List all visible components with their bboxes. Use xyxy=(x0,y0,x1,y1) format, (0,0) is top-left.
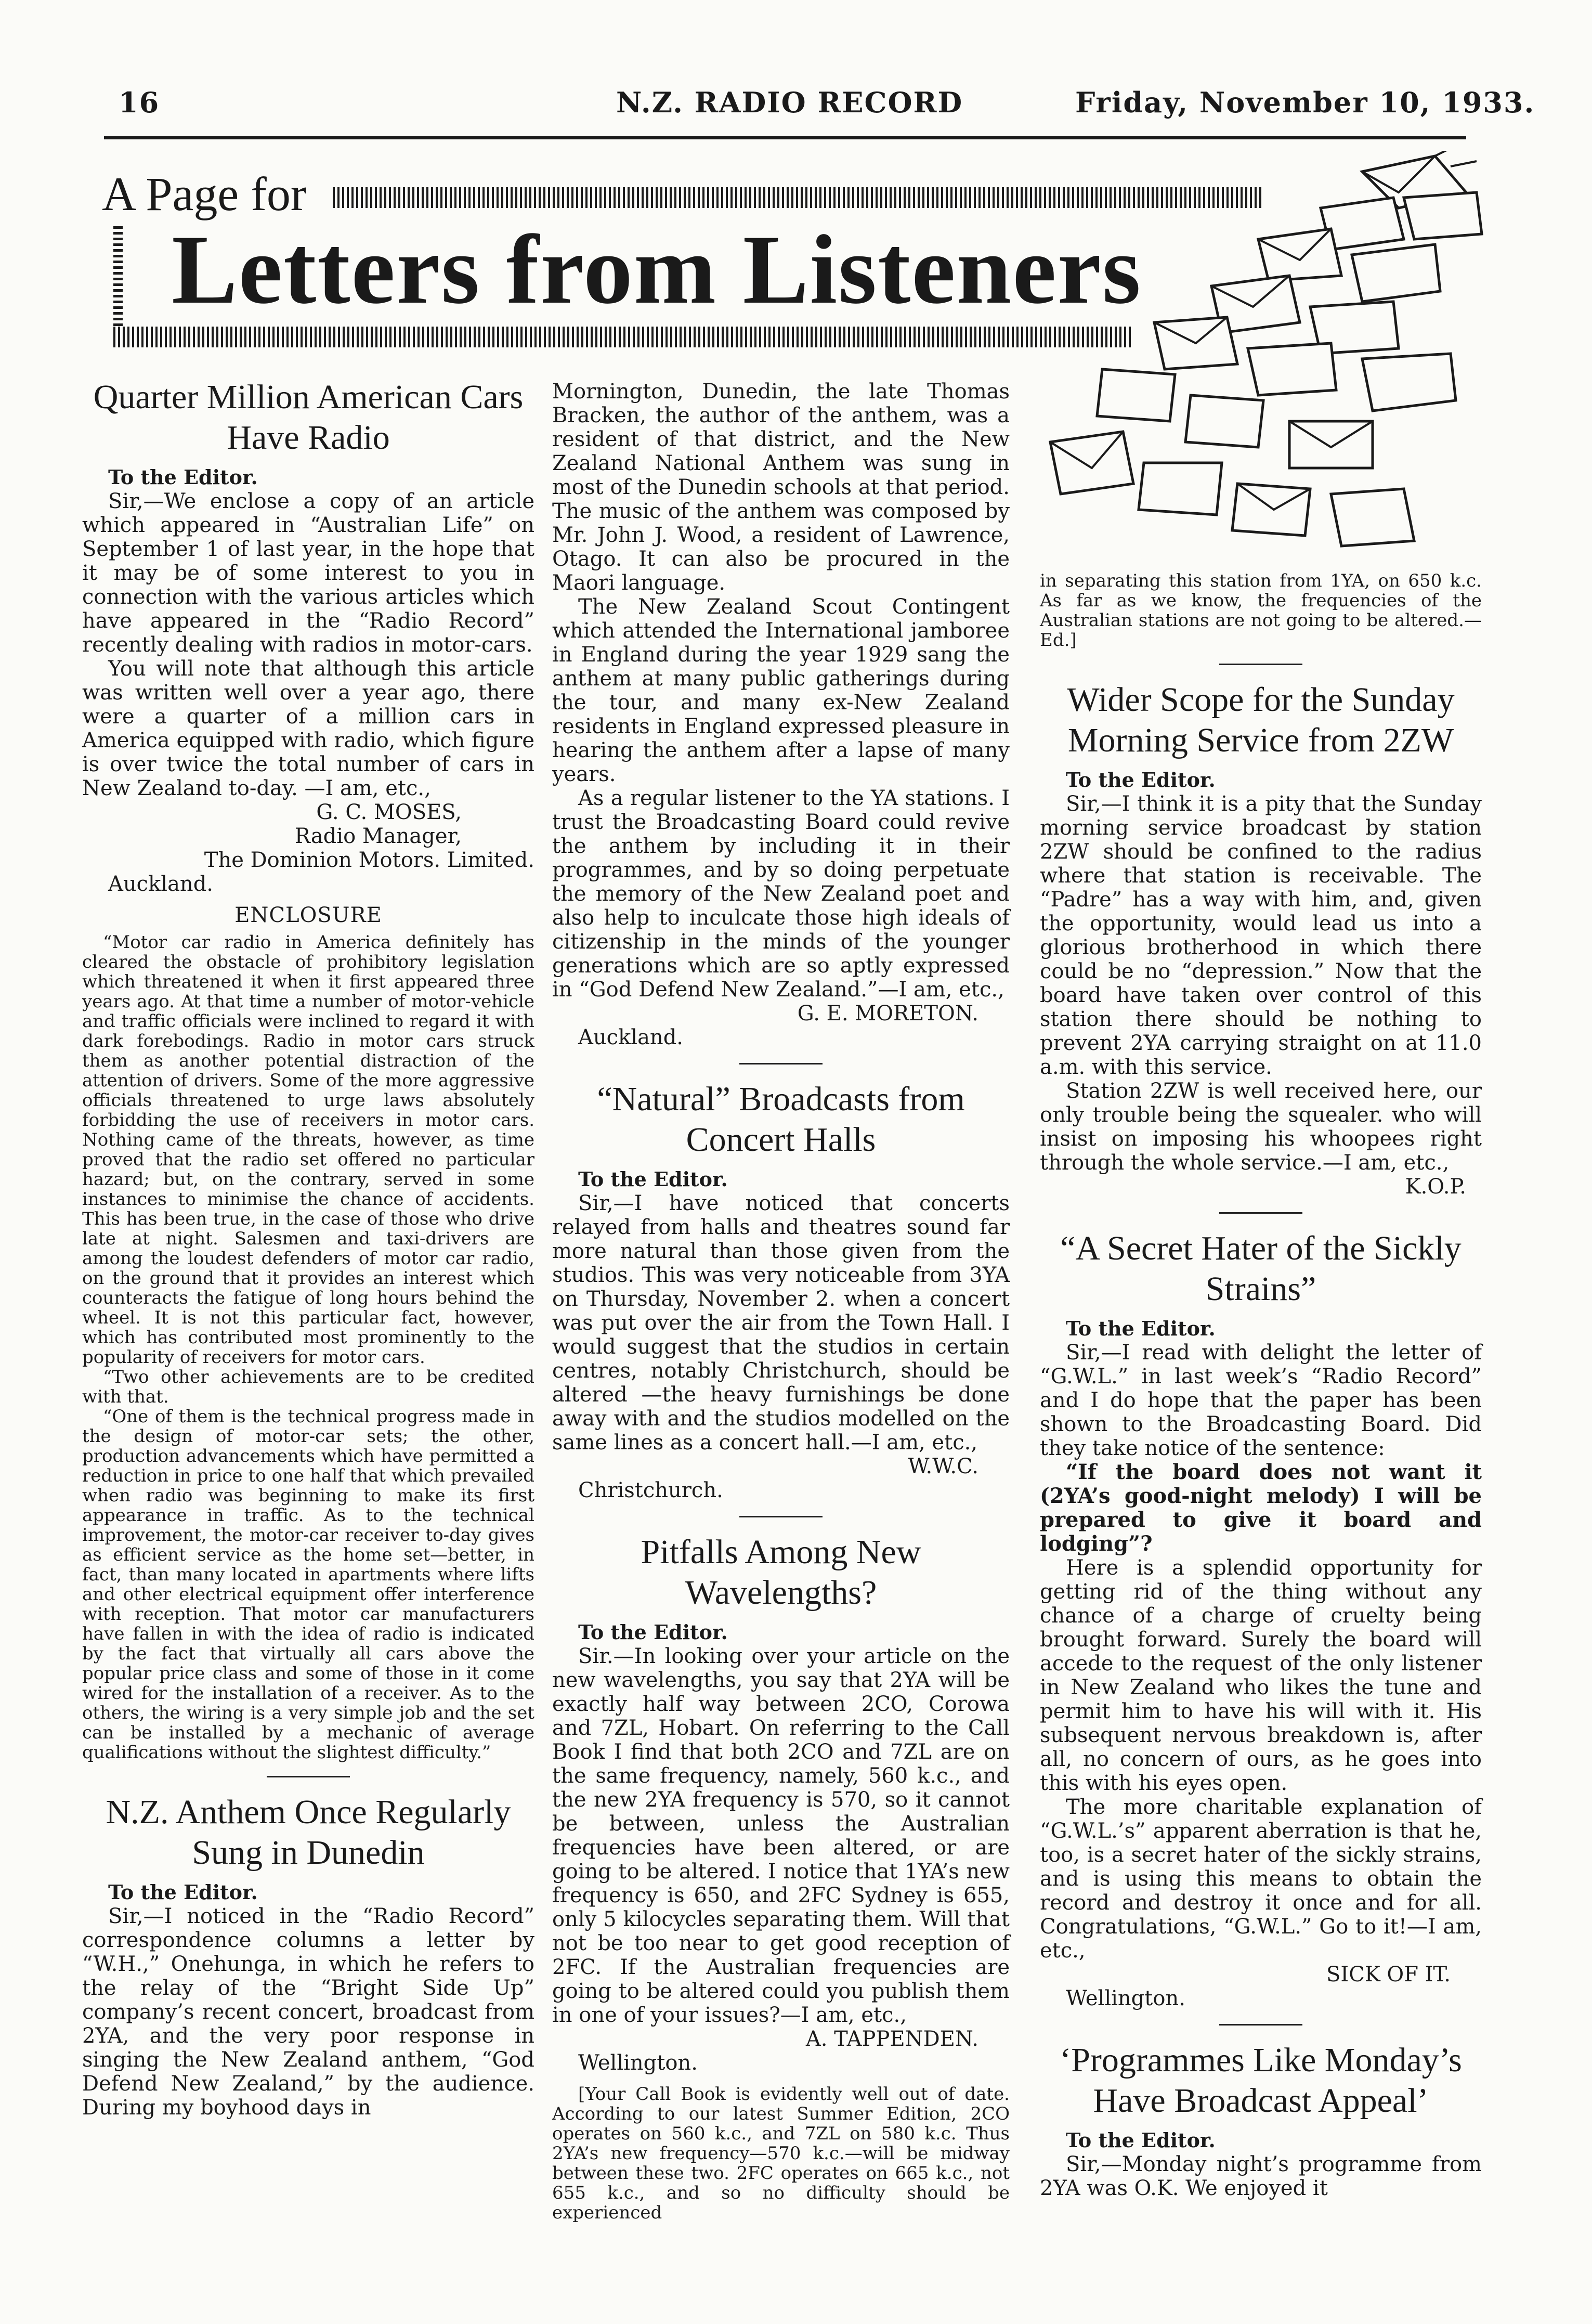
page-number: 16 xyxy=(119,86,160,119)
divider xyxy=(739,1516,823,1517)
issue-date: Friday, November 10, 1933. xyxy=(1075,86,1535,119)
divider xyxy=(1219,1212,1302,1214)
letter-paragraph: The more charitable explanation of “G.W.L.’s” apparent aberration is that he, too, is a secret hater of the sickly strains, and is using this means to obtain the record and destroy it once and for all. Congratulations, “G.W.L.” Go to it!—I am, etc., xyxy=(1040,1795,1482,1963)
letter-paragraph: Station 2ZW is well received here, our only trouble being the squealer. who will insist on imposing his whoopees right through the whole service.—I am, etc., xyxy=(1040,1079,1482,1175)
letter-paragraph: Sir,—I read with delight the letter of “G.W.L.” in last week’s “Radio Record” and I do hope that the paper has been shown to the Broadcasting Board. Did they take notice of the sentence: xyxy=(1040,1341,1482,1460)
column-1 xyxy=(82,377,534,2120)
letter-headline: “A Secret Hater of the Sickly Strains” xyxy=(1060,1229,1461,1308)
signature: G. C. MOSES, xyxy=(316,800,462,824)
divider xyxy=(1219,664,1302,665)
letter-headline: Wider Scope for the Sunday Morning Service from 2ZW xyxy=(1067,681,1455,759)
divider xyxy=(739,1063,823,1064)
letter-paragraph: Sir,—I have noticed that concerts relayed from halls and theatres sound far more natural than those given from the studios. This was very noticeable from 3YA on Thursday, November 2. when a concert was put over the air from the Town Hall. I would suggest that the studios in certain centres, notably Christchurch, should be altered —the heavy furnishings be done away with and the studios modelled on the same lines as a concert hall.—I am, etc., xyxy=(552,1191,1010,1455)
column-3 xyxy=(1040,571,1482,2200)
divider xyxy=(1219,2024,1302,2026)
letter-place: Christchurch. xyxy=(578,1478,723,1502)
letter-headline: Pitfalls Among New Wavelengths? xyxy=(641,1533,921,1612)
letter-place: Auckland. xyxy=(578,1025,684,1049)
salutation: To the Editor. xyxy=(108,465,258,489)
header-rule xyxy=(104,136,1466,139)
salutation: To the Editor. xyxy=(578,1620,728,1644)
salutation: To the Editor. xyxy=(1066,1317,1216,1340)
salutation: To the Editor. xyxy=(108,1880,258,1904)
signature: A. TAPPENDEN. xyxy=(805,2027,978,2051)
letter-paragraph: You will note that although this article was written well over a year ago, there were a quarter of a million cars in America equipped with radio, which figure is over twice the total number of cars in New Zealand to-day. —I am, etc., xyxy=(82,657,534,800)
flying-letters-icon xyxy=(1040,151,1487,567)
editor-note-continued: in separating this station from 1YA, on 650 k.c. As far as we know, the frequencies of the Australian stations are not going to be altered.—Ed.] xyxy=(1040,570,1482,651)
letter-place: Auckland. xyxy=(108,872,214,896)
signature: SICK OF IT. xyxy=(1326,1963,1451,1987)
enclosure-paragraph: “Two other achievements are to be credited with that. xyxy=(82,1367,534,1407)
letter-paragraph: As a regular listener to the YA stations. I trust the Broadcasting Board could revive the anthem by including it in their programmes, and by so doing perpetuate the memory of the New Zealand poet and also help to inculcate those high ideals of citizenship in the minds of the younger generations which are so aptly expressed in “God Defend New Zealand.”—I am, etc., xyxy=(552,786,1010,1002)
letter-paragraph: The New Zealand Scout Contingent which attended the International jamboree in England during the year 1929 sang the anthem at many public gatherings during the tour, and many ex-New Zealand residents in England expressed pleasure in hearing the anthem after a lapse of many years. xyxy=(552,595,1010,786)
quoted-sentence: “If the board does not want it (2YA’s good-night melody) I will be prepared to give it board and lodging”? xyxy=(1040,1460,1482,1556)
letter-headline: N.Z. Anthem Once Regularly Sung in Dunedin xyxy=(106,1793,511,1872)
signature: W.W.C. xyxy=(908,1455,978,1478)
banner-hatch-left xyxy=(113,224,123,343)
letter-place: Wellington. xyxy=(578,2051,698,2075)
letter-paragraph: Here is a splendid opportunity for getting rid of the thing without any chance of a charge of cruelty being brought forward. Surely the board will accede to the request of the only listener in New Zealand who likes the tune and permit him to have his will with it. His subsequent nervous breakdown is, after all, no concern of ours, as he goes into this with his eyes open. xyxy=(1040,1556,1482,1795)
enclosure-heading: ENCLOSURE xyxy=(234,903,382,927)
signature: G. E. MORETON. xyxy=(797,1002,978,1025)
column-2 xyxy=(552,380,1010,2223)
letter-headline: “Natural” Broadcasts from Concert Halls xyxy=(597,1080,965,1159)
signature-company: The Dominion Motors. Limited. xyxy=(204,848,534,872)
divider xyxy=(267,1776,350,1777)
publication-name: N.Z. RADIO RECORD xyxy=(616,86,963,119)
banner-title: Letters from Listeners xyxy=(172,215,1142,324)
banner-hatch-bottom xyxy=(113,327,1132,347)
salutation: To the Editor. xyxy=(1066,2128,1216,2152)
letter-paragraph: Sir,—I noticed in the “Radio Record” correspondence columns a letter by “W.H.,” Onehunga, in which he refers to the relay of the “Bright Side Up” company’s recent concert, broadcast from 2YA, and the very poor response in singing the New Zealand anthem, “God Defend New Zealand,” by the audience. During my boyhood days in xyxy=(82,1904,534,2120)
letter-paragraph: Sir.—In looking over your article on the new wavelengths, you say that 2YA will be exactly half way between 2CO, Corowa and 7ZL, Hobart. On referring to the Call Book I find that both 2CO and 7ZL are on the same frequency, namely, 560 k.c., and the new 2YA frequency is 570, so it cannot be between, unless the Australian frequencies have been altered, or are going to be altered. I notice that 1YA’s new frequency is 650, and 2FC Sydney is 655, only 5 kilocycles separating them. Will that not be too near to get good reception of 2FC. If the Australian frequencies are going to be altered could you publish them in one of your issues?—I am, etc., xyxy=(552,1644,1010,2027)
enclosure-paragraph: “One of them is the technical progress made in the design of motor-car sets; the other, production advancements which have permitted a reduction in price to one half that which prevailed when radio was beginning to make its first appearance in traffic. As to the technical improvement, the motor-car receiver to-day gives as efficient service as the home set—better, in fact, than many located in apartments where lifts and other electrical equipment offer interference with reception. That motor car manufacturers have fallen in with the idea of radio is indicated by the fact that virtually all cars above the popular price class and some of those in it come wired for the installation of a receiver. As to the others, the wiring is a very simple job and the set can be installed by a mechanic of average qualifications without the slightest difficulty.” xyxy=(82,1406,534,1763)
salutation: To the Editor. xyxy=(578,1167,728,1191)
signature: K.O.P. xyxy=(1405,1175,1466,1199)
letter-paragraph: Mornington, Dunedin, the late Thomas Bracken, the author of the anthem, was a resident of that district, and the New Zealand National Anthem was sung in most of the Dunedin schools at that period. The music of the anthem was composed by Mr. John J. Wood, a resident of Lawrence, Otago. It can also be procured in the Maori language. xyxy=(552,380,1010,595)
letter-headline: Quarter Million American Cars Have Radio xyxy=(93,378,524,457)
letter-paragraph: Sir,—Monday night’s programme from 2YA was O.K. We enjoyed it xyxy=(1040,2152,1482,2200)
signature-title: Radio Manager, xyxy=(294,824,462,848)
letter-paragraph: Sir,—We enclose a copy of an article which appeared in “Australian Life” on September 1 of last year, in the hope that it may be of some interest to you in connection with the various articles which have appeared in the “Radio Record” recently dealing with radios in motor-cars. xyxy=(82,489,534,657)
editor-note: [Your Call Book is evidently well out of date. According to our latest Summer Edition, 2CO operates on 560 k.c., and 7ZL on 580 k.c. Thus 2YA’s new frequency—570 k.c.—will be midway between these two. 2FC operates on 665 k.c., not 655 k.c., and so no difficulty should be experienced xyxy=(552,2084,1010,2223)
letter-paragraph: Sir,—I think it is a pity that the Sunday morning service broadcast by station 2ZW should be confined to the radius where that station is receivable. The “Padre” has a way with him, and, given the opportunity, would lead us into a glorious brotherhood in which there could be no “depression.” Now that the board have taken over control of this station there should be nothing to prevent 2YA carrying straight on at 11.0 a.m. with this service. xyxy=(1040,792,1482,1079)
banner-prefix: A Page for xyxy=(102,167,307,220)
salutation: To the Editor. xyxy=(1066,768,1216,791)
letter-place: Wellington. xyxy=(1066,1987,1185,2010)
letter-headline: ‘Programmes Like Monday’s Have Broadcast Appeal’ xyxy=(1060,2041,1462,2120)
enclosure-text xyxy=(82,932,534,1762)
enclosure-paragraph: “Motor car radio in America definitely has cleared the obstacle of prohibitory legislation which threatened it when it first appeared three years ago. At that time a number of motor-vehicle and traffic officials were inclined to regard it with dark forebodings. Radio in motor cars struck them as another potential distraction of the attention of drivers. Some of the more aggressive officials threatened to urge laws absolutely forbidding the use of receivers in motor cars. Nothing came of the threats, however, as time proved that the radio set offered no particular hazard; but, on the contrary, served in some instances to minimise the chance of accidents. This has been true, in the case of those who drive late at night. Salesmen and taxi-drivers are among the loudest defenders of motor car radio, on the ground that it provides an interest which counteracts the fatigue of long hours behind the wheel. It is not this particular fact, however, which has contributed most prominently to the popularity of receivers for motor cars. xyxy=(82,932,534,1368)
